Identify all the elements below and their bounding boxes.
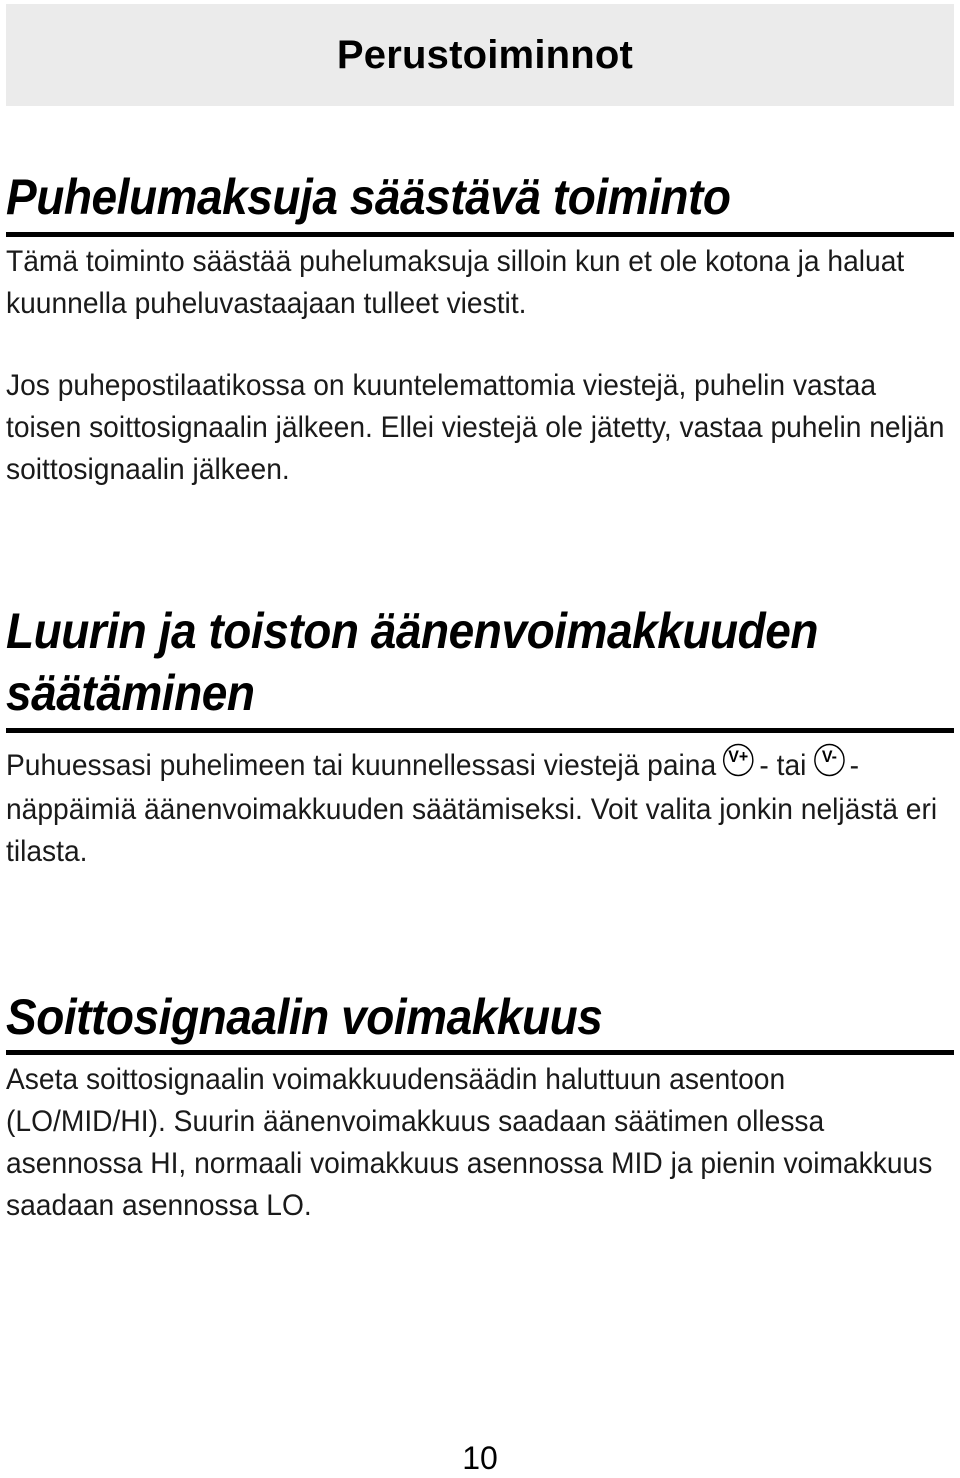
section-heading-line: säätäminen — [6, 665, 255, 721]
volume-up-key-icon — [720, 743, 758, 789]
volume-down-key-label: V- — [821, 747, 837, 767]
volume-down-key-icon — [810, 743, 848, 789]
heading-rule — [6, 728, 954, 733]
paragraph-text: - näppäimiä äänenvoimakkuuden säätämiseksi. Voit valita jonkin neljästä eri tilasta. — [6, 749, 938, 868]
section-heading-line: Luurin ja toiston äänenvoimakkuuden — [6, 603, 819, 659]
volume-up-key-label: V+ — [728, 747, 749, 767]
paragraph-text: - tai — [759, 749, 807, 782]
paragraph: Aseta soittosignaalin voimakkuudensäädin haluttuun asentoon (LO/MID/HI). Suurin äänenvoimakkuus saadaan säätimen ollessa asennossa HI, normaali voimakkuus asennossa MID ja pienin voimakkuus saadaan asennossa LO. — [6, 1063, 933, 1222]
paragraph: Jos puhepostilaatikossa on kuuntelemattomia viestejä, puhelin vastaa toisen soittosignaalin jälkeen. Ellei viestejä ole jätetty, vastaa puhelin neljän soittosignaalin jälkeen. — [6, 369, 945, 486]
section-volume-adjust — [6, 600, 954, 873]
section-heading: Puhelumaksuja säästävä toiminto — [6, 169, 731, 225]
paragraph-text: Puhuessasi puhelimeen tai kuunnellessasi viestejä paina — [6, 749, 717, 782]
page-title: Perustoiminnot — [336, 32, 634, 77]
section-ringer-volume — [6, 986, 954, 1227]
section-heading: Soittosignaalin voimakkuus — [6, 989, 603, 1045]
heading-rule — [6, 1050, 954, 1055]
section-heading — [6, 600, 878, 724]
heading-rule — [6, 232, 954, 237]
paragraph: Tämä toiminto säästää puhelumaksuja silloin kun et ole kotona ja haluat kuunnella puheluvastaajaan tulleet viestit. — [6, 245, 905, 320]
page-number: 10 — [462, 1440, 498, 1476]
section-call-saving — [6, 166, 954, 491]
header-bar — [6, 4, 954, 106]
paragraph — [6, 743, 946, 873]
